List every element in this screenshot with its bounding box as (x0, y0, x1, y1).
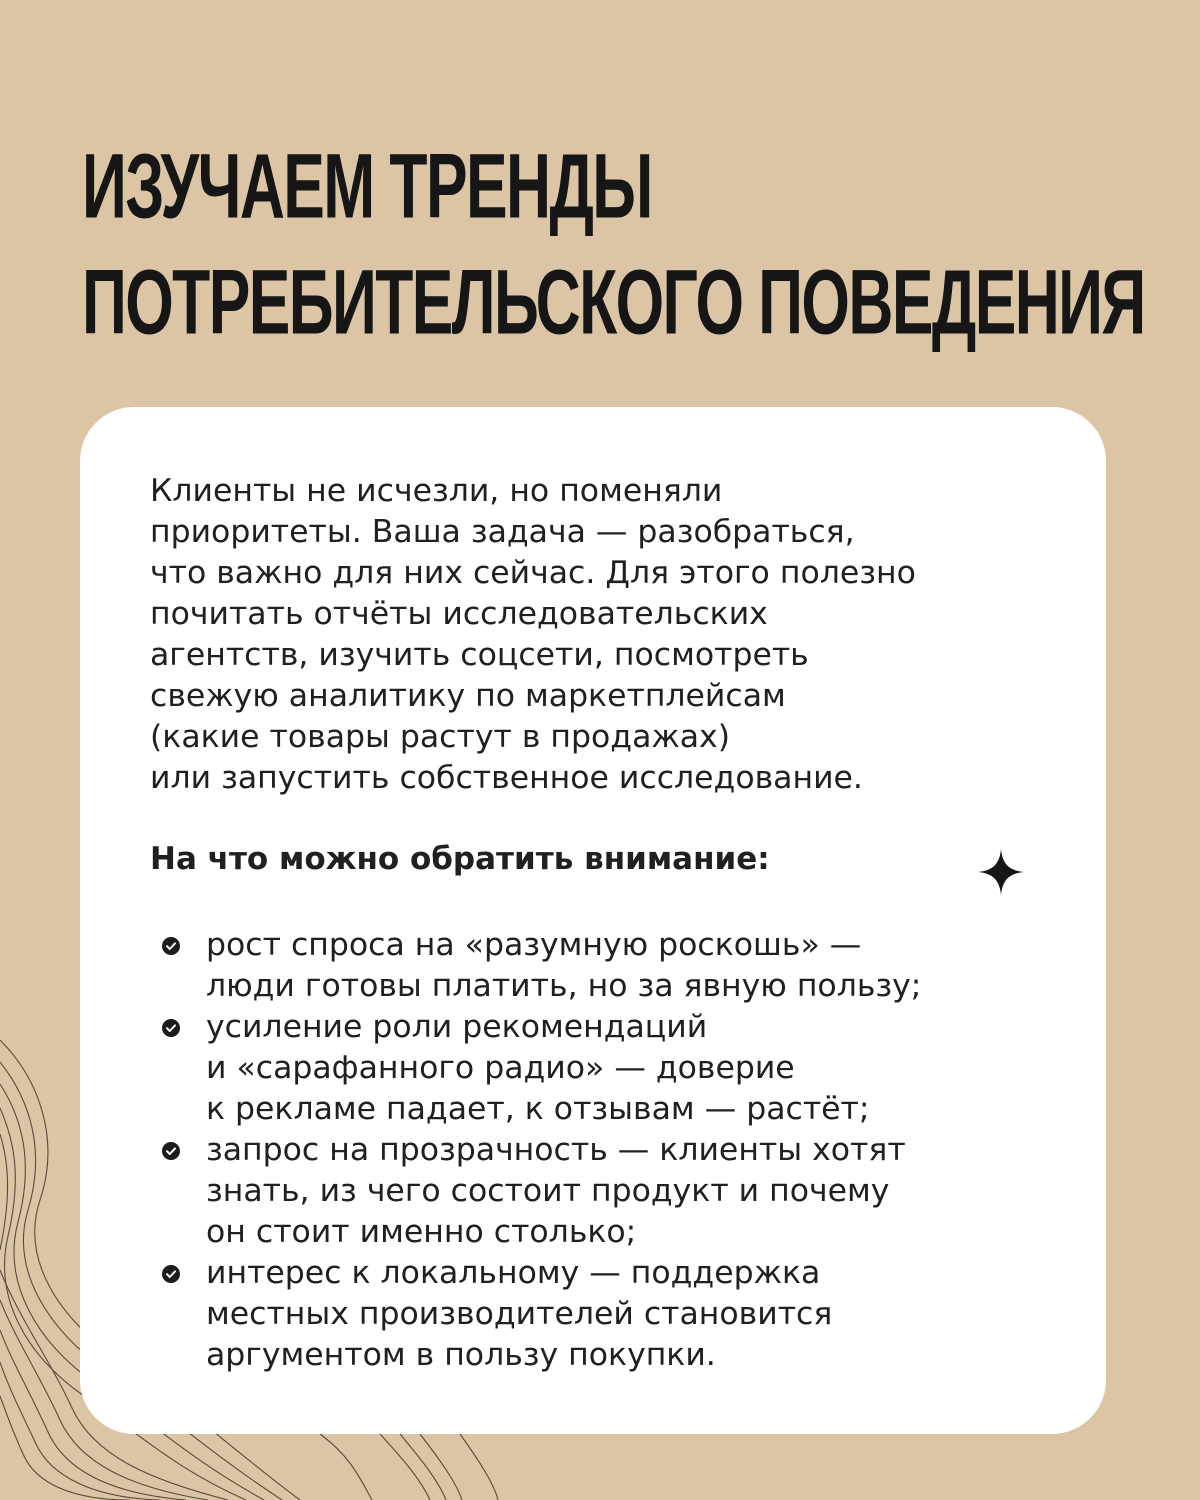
list-item-line: аргументом в пользу покупки. (206, 1337, 716, 1373)
list-item-line: запрос на прозрачность — клиенты хотят (206, 1132, 906, 1168)
intro-line: (какие товары растут в продажах) (150, 719, 730, 755)
intro-line: Клиенты не исчезли, но поменяли (150, 473, 723, 509)
list-item-line: и «сарафанного радио» — доверие (206, 1050, 795, 1086)
list-item-line: к рекламе падает, к отзывам — растёт; (206, 1091, 870, 1127)
list-item-line: местных производителей становится (206, 1296, 833, 1332)
intro-paragraph (150, 471, 916, 799)
list-item (150, 1130, 921, 1253)
check-circle-icon (162, 1265, 180, 1283)
intro-line: что важно для них сейчас. Для этого полезно (150, 555, 916, 591)
list-heading: На что можно обратить внимание: (150, 841, 770, 877)
check-circle-icon (162, 1142, 180, 1160)
trend-list (150, 925, 921, 1376)
list-item-line: рост спроса на «разумную роскошь» — (206, 927, 862, 963)
intro-line: свежую аналитику по маркетплейсам (150, 678, 786, 714)
four-point-star-icon (976, 847, 1026, 897)
content-card (80, 407, 1106, 1434)
intro-line: приоритеты. Ваша задача — разобраться, (150, 514, 855, 550)
list-item (150, 925, 921, 1007)
page-title (82, 128, 1145, 359)
list-item-line: он стоит именно столько; (206, 1214, 637, 1250)
list-item (150, 1253, 921, 1376)
list-item-line: усиление роли рекомендаций (206, 1009, 708, 1045)
intro-line: почитать отчёты исследовательских (150, 596, 768, 632)
list-item-line: знать, из чего состоит продукт и почему (206, 1173, 890, 1209)
page-title-line-1: ИЗУЧАЕМ ТРЕНДЫ (82, 133, 652, 238)
intro-line: агентств, изучить соцсети, посмотреть (150, 637, 809, 673)
list-item-line: интерес к локальному — поддержка (206, 1255, 821, 1291)
intro-line: или запустить собственное исследование. (150, 760, 863, 796)
list-item-line: люди готовы платить, но за явную пользу; (206, 968, 922, 1004)
check-circle-icon (162, 1019, 180, 1037)
list-item (150, 1007, 921, 1130)
page-title-line-2: ПОТРЕБИТЕЛЬСКОГО ПОВЕДЕНИЯ (82, 249, 1145, 354)
check-circle-icon (162, 937, 180, 955)
